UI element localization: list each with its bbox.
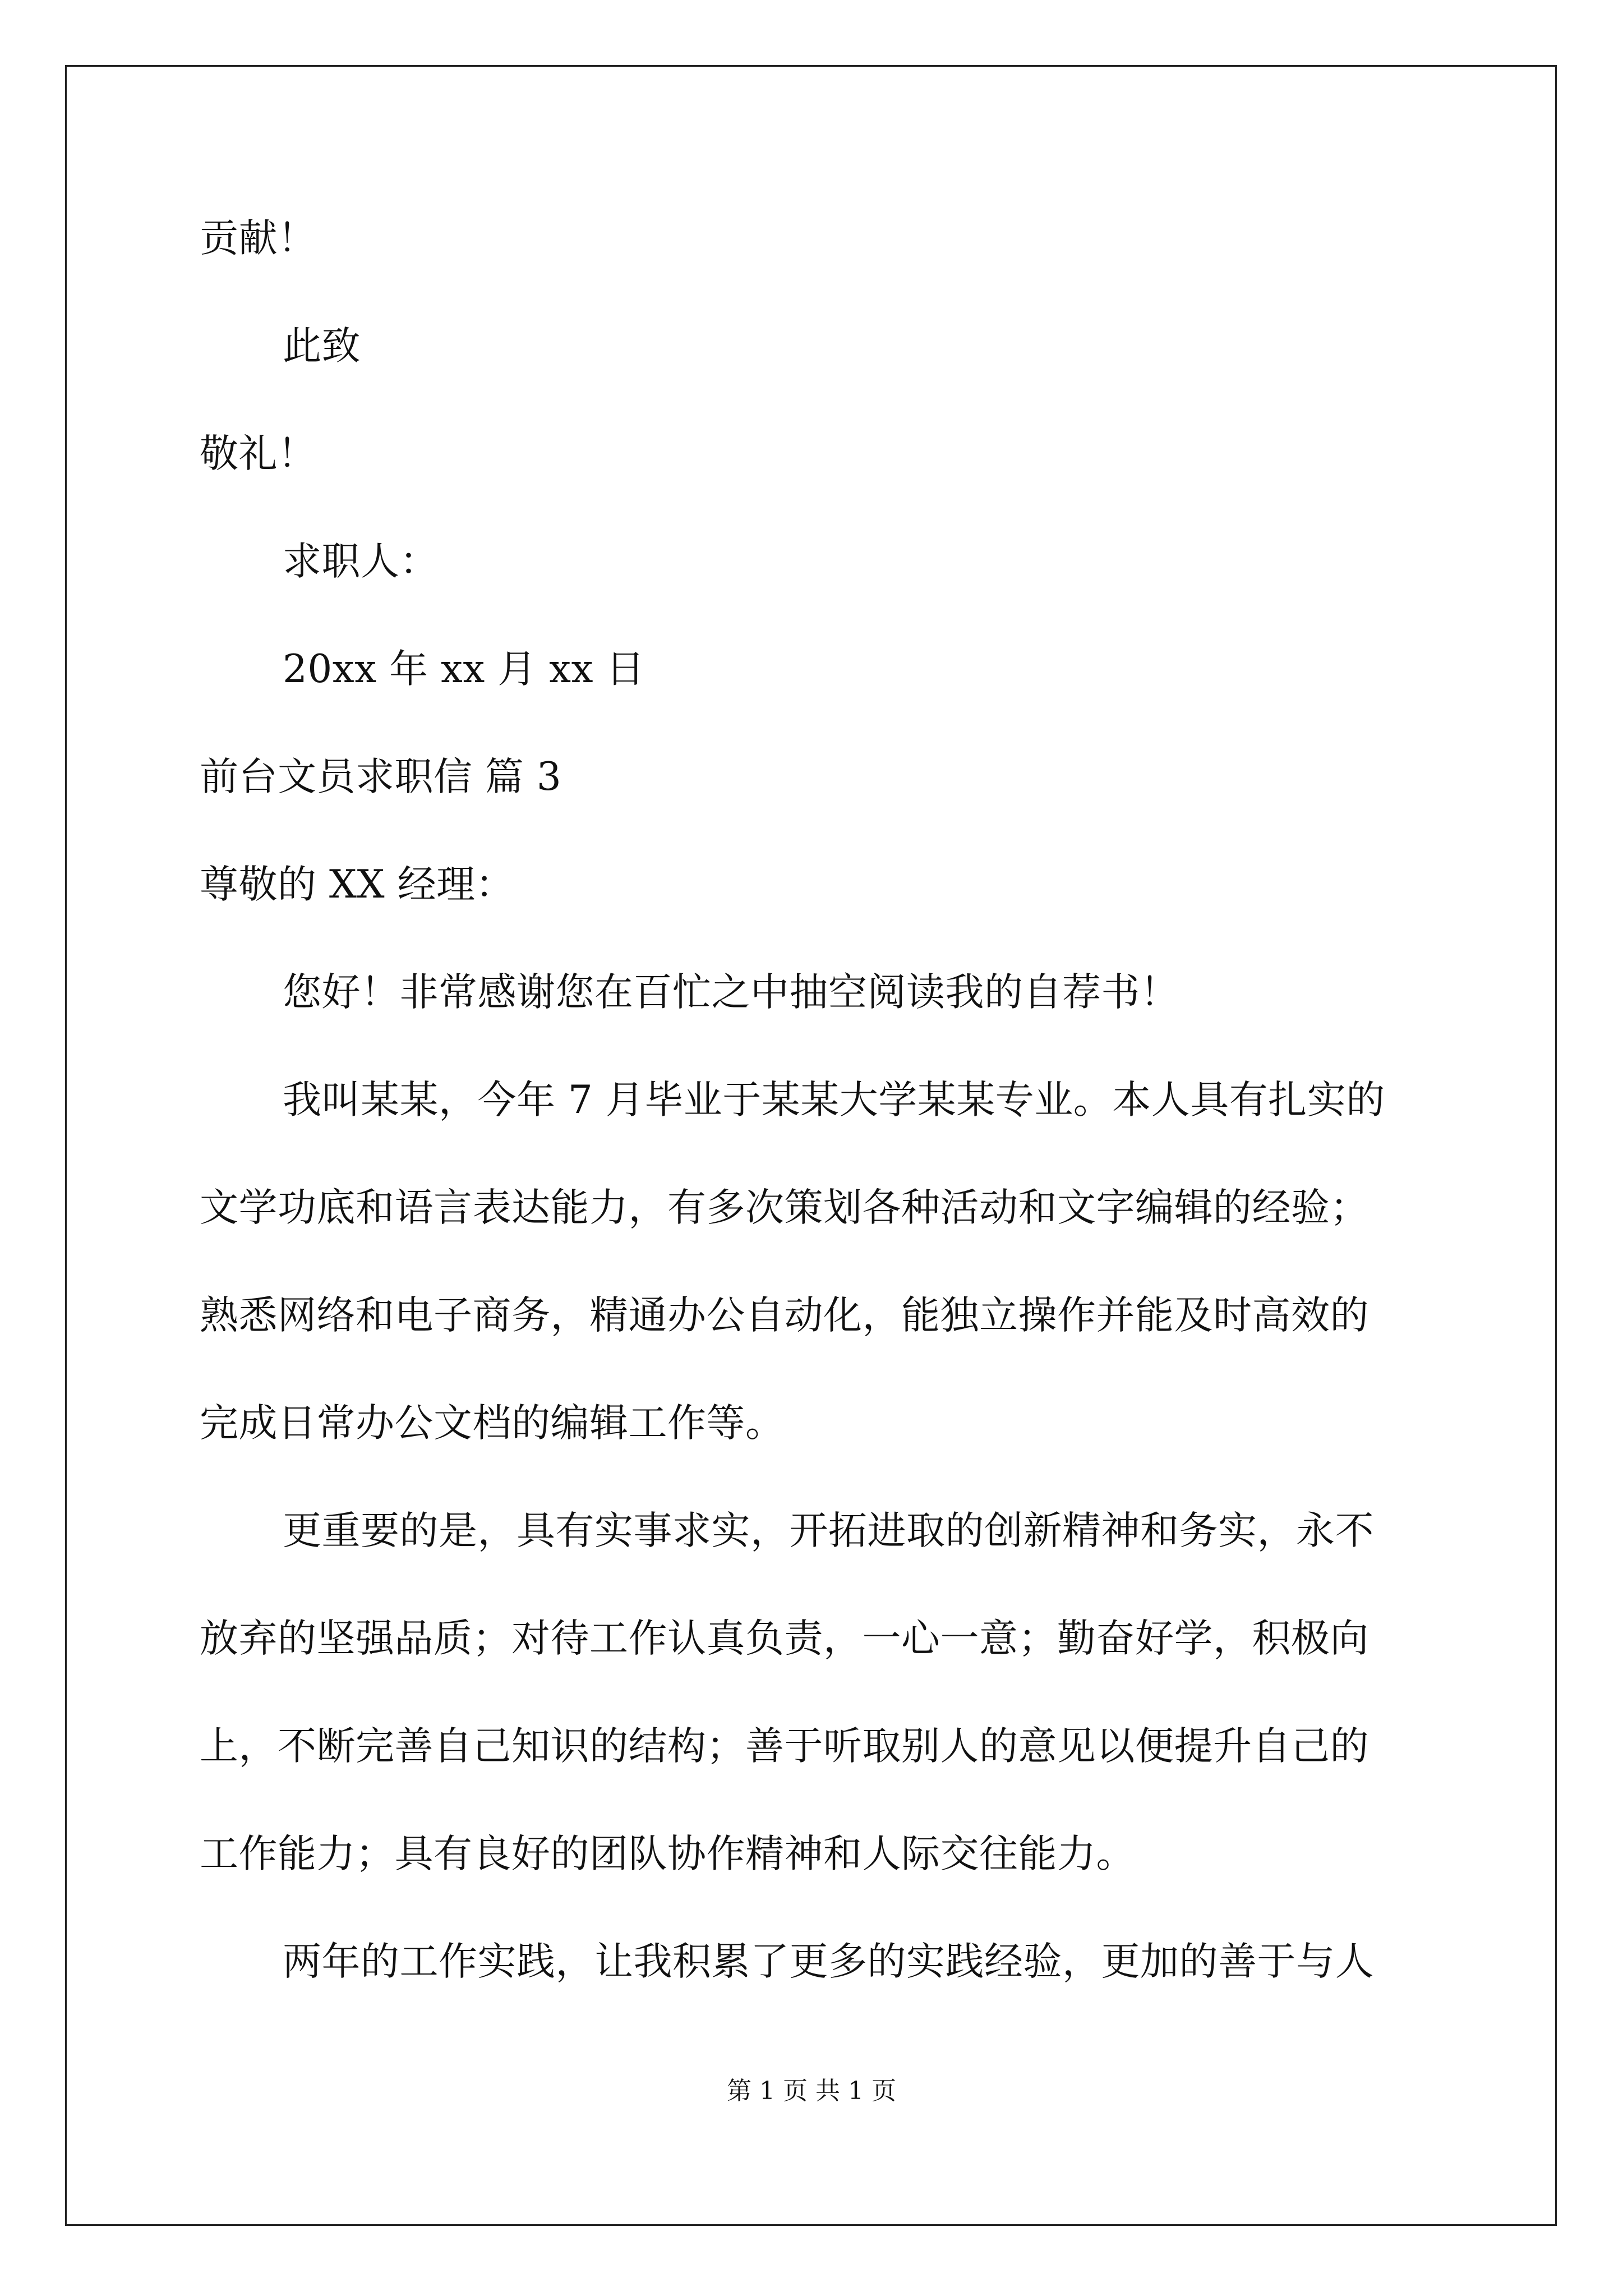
text-line: 文学功底和语言表达能力，有多次策划各种活动和文字编辑的经验； xyxy=(200,1185,1369,1230)
text-line: 熟悉网络和电子商务，精通办公自动化，能独立操作并能及时高效的 xyxy=(200,1293,1369,1338)
text-line: 我叫某某，今年 7 月毕业于某某大学某某专业。本人具有扎实的 xyxy=(283,1078,1385,1122)
salutation: 尊敬的 XX 经理： xyxy=(200,862,515,907)
text-line: 放弃的坚强品质；对待工作认真负责，一心一意；勤奋好学，积极向 xyxy=(200,1616,1369,1661)
page-footer: 第 1 页 共 1 页 xyxy=(727,2077,896,2105)
page-border xyxy=(65,65,1557,2226)
text-line: 此致 xyxy=(283,324,361,369)
text-line: 您好！非常感谢您在百忙之中抽空阅读我的自荐书！ xyxy=(283,970,1179,1015)
text-line: 上，不断完善自己知识的结构；善于听取别人的意见以便提升自己的 xyxy=(200,1724,1369,1769)
text-line: 敬礼！ xyxy=(200,431,317,476)
text-line: 两年的工作实践，让我积累了更多的实践经验，更加的善于与人 xyxy=(283,1939,1374,1984)
text-line: 更重要的是，具有实事求实，开拓进取的创新精神和务实，永不 xyxy=(283,1508,1374,1553)
text-line: 贡献！ xyxy=(200,216,317,261)
date-line: 20xx 年 xx 月 xx 日 xyxy=(283,647,645,692)
text-line: 工作能力；具有良好的团队协作精神和人际交往能力。 xyxy=(200,1832,1135,1876)
section-heading: 前台文员求职信 篇 3 xyxy=(200,754,562,799)
text-line: 完成日常办公文档的编辑工作等。 xyxy=(200,1401,785,1446)
text-line: 求职人： xyxy=(283,539,439,584)
